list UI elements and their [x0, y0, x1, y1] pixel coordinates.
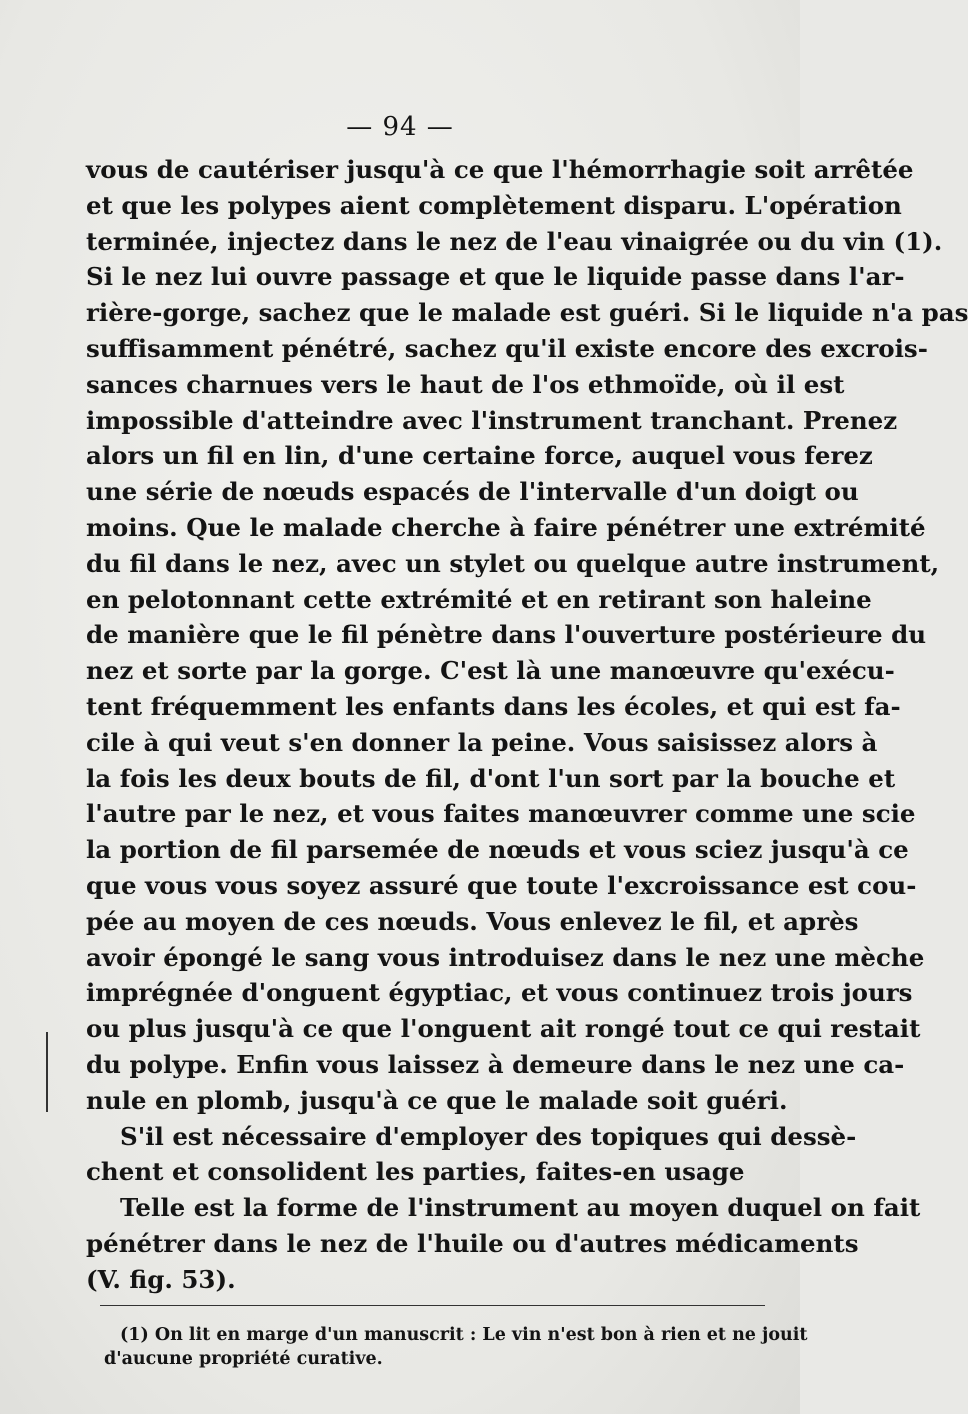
text-line: du polype. Enfin vous laissez à demeure dans le nez une ca-: [86, 1049, 905, 1079]
text-line: moins. Que le malade cherche à faire pénétrer une extrémité: [86, 512, 926, 542]
text-line: (V. fig. 53).: [86, 1264, 236, 1294]
text-line: la portion de fil parsemée de nœuds et vous sciez jusqu'à ce: [86, 835, 909, 865]
text-line: pée au moyen de ces nœuds. Vous enlevez le fil, et après: [86, 906, 859, 936]
text-line: pénétrer dans le nez de l'huile ou d'autres médicaments: [86, 1228, 859, 1258]
text-line: suffisamment pénétré, sachez qu'il existe encore des excrois-: [86, 333, 928, 363]
footnote: [104, 1323, 808, 1371]
text-line: vous de cautériser jusqu'à ce que l'hémorrhagie soit arrêtée: [86, 155, 914, 184]
text-line: cile à qui veut s'en donner la peine. Vous saisissez alors à: [86, 727, 878, 757]
text-line: du fil dans le nez, avec un stylet ou quelque autre instrument,: [86, 548, 940, 578]
text-line: Telle est la forme de l'instrument au moyen duquel on fait: [120, 1193, 921, 1223]
text-line: de manière que le fil pénètre dans l'ouverture postérieure du: [86, 620, 927, 650]
text-line: sances charnues vers le haut de l'os ethmoïde, où il est: [86, 369, 845, 399]
body-text: [86, 152, 968, 1298]
text-line: imprégnée d'onguent égyptiac, et vous continuez trois jours: [86, 978, 913, 1008]
text-line: et que les polypes aient complètement disparu. L'opération: [86, 190, 902, 220]
text-line: en pelotonnant cette extrémité et en retirant son haleine: [86, 584, 872, 614]
footnote-rule: [100, 1305, 765, 1306]
text-line: tent fréquemment les enfants dans les écoles, et qui est fa-: [86, 691, 901, 721]
text-line: nez et sorte par la gorge. C'est là une manœuvre qu'exécu-: [86, 656, 895, 686]
text-line: que vous vous soyez assuré que toute l'excroissance est cou-: [86, 870, 917, 900]
text-line: avoir épongé le sang vous introduisez dans le nez une mèche: [86, 942, 925, 972]
text-line: Si le nez lui ouvre passage et que le liquide passe dans l'ar-: [86, 262, 905, 292]
text-line: ou plus jusqu'à ce que l'onguent ait rongé tout ce qui restait: [86, 1014, 921, 1044]
text-line: chent et consolident les parties, faites-en usage: [86, 1157, 745, 1187]
text-line: la fois les deux bouts de fil, d'ont l'un sort par la bouche et: [86, 763, 896, 793]
text-line: impossible d'atteindre avec l'instrument tranchant. Prenez: [86, 405, 898, 435]
text-line: alors un fil en lin, d'une certaine force, auquel vous ferez: [86, 441, 873, 471]
text-line: S'il est nécessaire d'employer des topiques qui dessè-: [120, 1121, 857, 1151]
text-line: une série de nœuds espacés de l'intervalle d'un doigt ou: [86, 477, 859, 507]
margin-mark: [46, 1032, 48, 1112]
page-number: — 94 —: [346, 112, 454, 142]
text-line: terminée, injectez dans le nez de l'eau vinaigrée ou du vin (1).: [86, 226, 943, 256]
text-line: l'autre par le nez, et vous faites manœuvrer comme une scie: [86, 799, 916, 829]
text-line: rière-gorge, sachez que le malade est guéri. Si le liquide n'a pas: [86, 298, 968, 328]
footnote-line: d'aucune propriété curative.: [104, 1349, 383, 1369]
text-line: nule en plomb, jusqu'à ce que le malade soit guéri.: [86, 1085, 788, 1115]
footnote-line: (1) On lit en marge d'un manuscrit : Le vin n'est bon à rien et ne jouit: [120, 1325, 808, 1345]
